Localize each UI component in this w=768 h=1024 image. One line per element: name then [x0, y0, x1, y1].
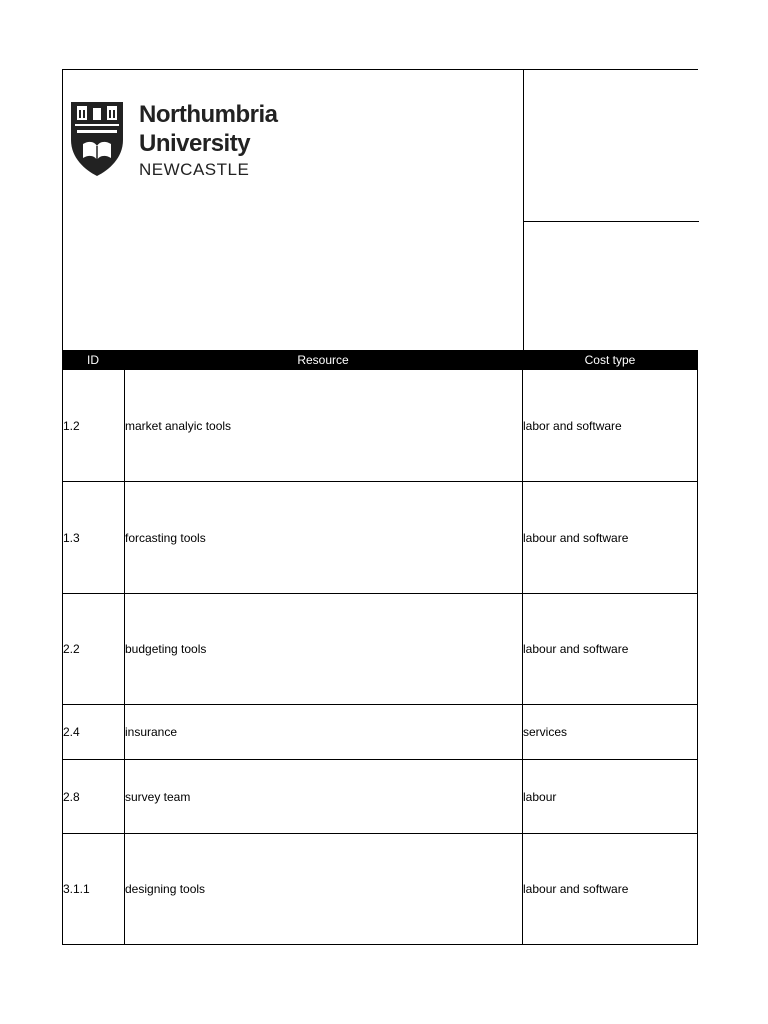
logo-line-university: University — [139, 130, 251, 157]
column-header-id: ID — [87, 353, 99, 367]
cell-id: 1.3 — [63, 530, 80, 545]
table-row — [62, 760, 698, 834]
logo-wordmark — [139, 100, 278, 181]
column-header-cost-type: Cost type — [584, 353, 636, 367]
cell-cost-type: labour and software — [523, 882, 629, 896]
university-logo — [69, 100, 278, 180]
table-row — [62, 482, 698, 594]
cell-resource: designing tools — [125, 882, 206, 896]
header-divider-vertical — [523, 70, 524, 351]
table-row — [62, 705, 698, 760]
cell-id: 2.8 — [63, 789, 80, 804]
cell-cost-type: labour and software — [523, 530, 629, 545]
column-header-resource: Resource — [297, 353, 349, 367]
cell-cost-type: labour and software — [523, 642, 629, 656]
logo-line-newcastle: NEWCASTLE — [139, 160, 250, 179]
cell-resource: survey team — [125, 789, 191, 804]
cell-resource: budgeting tools — [125, 642, 207, 656]
logo-line-northumbria: Northumbria — [139, 101, 278, 128]
document-header-block — [62, 69, 698, 350]
cell-id: 2.4 — [63, 725, 80, 739]
table-header-row — [62, 350, 698, 370]
table-row — [62, 370, 698, 482]
cell-cost-type: labour — [523, 789, 557, 804]
cell-resource: insurance — [125, 725, 178, 739]
cell-resource: forcasting tools — [125, 530, 206, 545]
document-sheet — [62, 69, 698, 945]
table-row — [62, 834, 698, 945]
castle-shield-book-crest-icon — [69, 100, 125, 178]
cell-id: 3.1.1 — [63, 882, 90, 896]
header-divider-horizontal — [523, 221, 699, 222]
table-row — [62, 594, 698, 705]
cell-id: 2.2 — [63, 642, 80, 656]
cell-id: 1.2 — [63, 418, 80, 433]
cell-cost-type: services — [523, 725, 568, 739]
cell-cost-type: labor and software — [523, 418, 622, 433]
cell-resource: market analyic tools — [125, 418, 232, 433]
